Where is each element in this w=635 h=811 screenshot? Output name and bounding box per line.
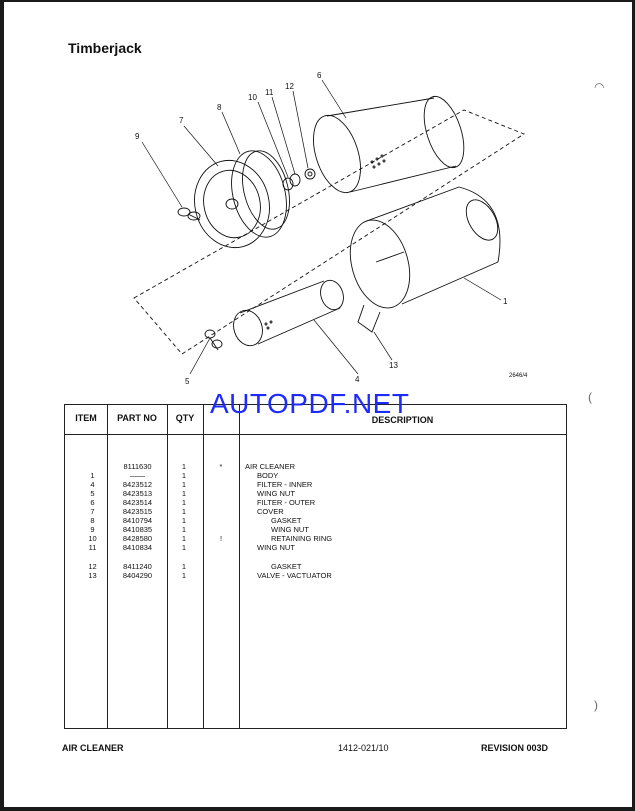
- part-no-cell: 8428580: [122, 534, 153, 543]
- exploded-diagram: [4, 2, 632, 392]
- qty-cell: 1: [181, 525, 187, 534]
- table-row: [65, 534, 566, 543]
- table-row: [65, 462, 566, 471]
- item-cell: 8: [90, 516, 95, 525]
- table-row: [65, 489, 566, 498]
- description-cell: WING NUT: [257, 543, 295, 552]
- item-cell: 13: [88, 571, 97, 580]
- margin-mark: (: [588, 390, 592, 404]
- outer-filter-part: [305, 92, 472, 199]
- description-cell: WING NUT: [271, 525, 309, 534]
- assembly-outline: [134, 110, 524, 354]
- item-cell: 5: [90, 489, 95, 498]
- part-no-cell: 8423513: [122, 489, 153, 498]
- parts-catalog-page: [4, 2, 632, 807]
- qty-cell: 1: [181, 543, 187, 552]
- description-cell: VALVE - VACTUATOR: [257, 571, 332, 580]
- callout-12: 12: [285, 82, 294, 91]
- part-no-cell: 8404290: [122, 571, 153, 580]
- callout-9: 9: [135, 132, 140, 141]
- qty-cell: 1: [181, 480, 187, 489]
- margin-mark: ◠: [594, 80, 605, 94]
- table-row: [65, 516, 566, 525]
- wing-nut-5: [205, 330, 222, 350]
- item-cell: 12: [88, 562, 97, 571]
- table-row: [65, 471, 566, 480]
- item-cell: 9: [90, 525, 95, 534]
- drawing-number: 2646/4: [509, 373, 528, 379]
- table-row: [65, 543, 566, 552]
- description-cell: AIR CLEANER: [245, 462, 296, 471]
- header-qty: QTY: [175, 413, 195, 423]
- table-row: [65, 571, 566, 580]
- description-cell: COVER: [257, 507, 284, 516]
- item-cell: 4: [90, 480, 95, 489]
- part-no-cell: 8410794: [122, 516, 153, 525]
- item-cell: 11: [88, 543, 97, 552]
- qty-cell: 1: [181, 498, 187, 507]
- qty-cell: 1: [181, 516, 187, 525]
- part-no-cell: 8111630: [123, 462, 152, 471]
- callout-6: 6: [317, 71, 322, 80]
- qty-cell: 1: [181, 462, 187, 471]
- qty-cell: 1: [181, 471, 187, 480]
- qty-cell: 1: [181, 571, 187, 580]
- description-cell: GASKET: [271, 516, 302, 525]
- watermark-text: AUTOPDF.NET: [210, 388, 410, 419]
- header-description: DESCRIPTION: [371, 415, 434, 425]
- note-mark-cell: *: [219, 462, 223, 471]
- description-cell: FILTER - OUTER: [257, 498, 316, 507]
- part-no-cell: 8410835: [122, 525, 153, 534]
- callout-7: 7: [179, 116, 184, 125]
- part-no-cell: ——: [130, 471, 145, 480]
- description-cell: BODY: [257, 471, 279, 480]
- qty-cell: 1: [181, 562, 187, 571]
- footer-revision: REVISION 003D: [481, 743, 549, 753]
- description-cell: RETAINING RING: [271, 534, 333, 543]
- table-row: [65, 525, 566, 534]
- leader-lines: [142, 80, 501, 374]
- description-cell: GASKET: [271, 562, 302, 571]
- header-part-no: PART NO: [117, 413, 157, 423]
- description-cell: WING NUT: [257, 489, 295, 498]
- callout-5: 5: [185, 377, 190, 386]
- callout-8: 8: [217, 103, 222, 112]
- item-cell: 10: [88, 534, 97, 543]
- qty-cell: 1: [181, 534, 187, 543]
- table-row: [65, 562, 566, 571]
- parts-table: [64, 404, 567, 729]
- part-no-cell: 8423512: [122, 480, 153, 489]
- item-cell: 6: [90, 498, 95, 507]
- part-no-cell: 8410834: [122, 543, 153, 552]
- item-cell: 7: [90, 507, 95, 516]
- callout-4: 4: [355, 375, 360, 384]
- item-cell: 1: [90, 471, 95, 480]
- qty-cell: 1: [181, 507, 187, 516]
- header-item: ITEM: [75, 413, 97, 423]
- qty-cell: 1: [181, 489, 187, 498]
- footer-doc-number: 1412-021/10: [338, 743, 389, 753]
- margin-mark: ): [594, 698, 598, 712]
- part-no-cell: 8423515: [122, 507, 153, 516]
- header-divider: [65, 434, 566, 435]
- part-no-cell: 8423514: [122, 498, 153, 507]
- body-part: [341, 187, 505, 332]
- table-row: [65, 507, 566, 516]
- note-mark-cell: !: [219, 534, 223, 543]
- cover-part: [185, 152, 278, 255]
- table-row: [65, 498, 566, 507]
- description-cell: FILTER - INNER: [257, 480, 313, 489]
- callout-11: 11: [265, 88, 274, 97]
- table-row: [65, 480, 566, 489]
- gasket-part: [223, 145, 297, 243]
- brand-title: Timberjack: [68, 40, 142, 56]
- callout-10: 10: [248, 93, 257, 102]
- callout-13: 13: [389, 361, 398, 370]
- footer-title: AIR CLEANER: [62, 743, 124, 753]
- callout-1: 1: [503, 297, 508, 306]
- part-no-cell: 8411240: [123, 562, 152, 571]
